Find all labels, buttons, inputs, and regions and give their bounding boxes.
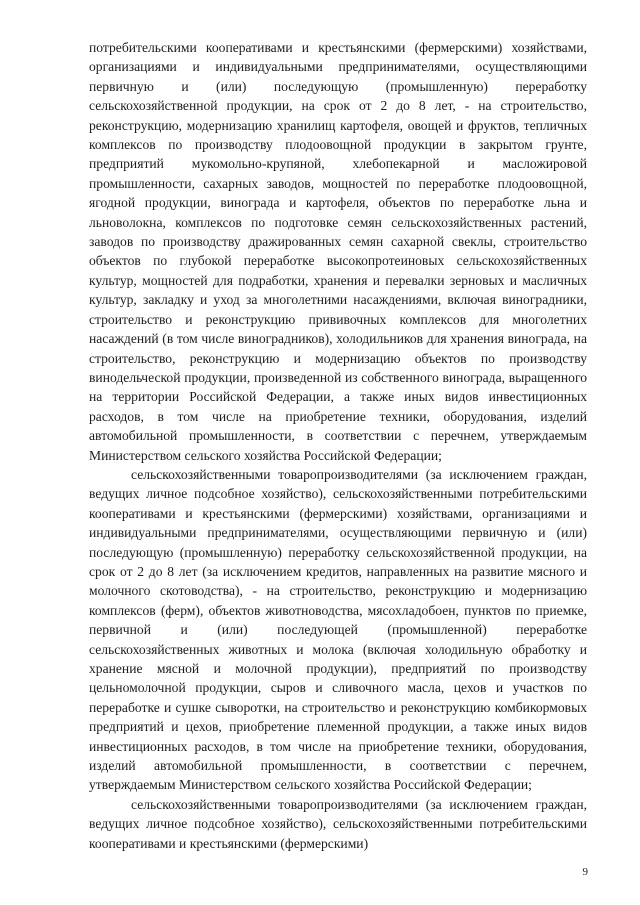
paragraph-2: сельскохозяйственными товаропроизводителями (за исключением граждан, ведущих личное подсобное хозяйство), сельскохозяйственными потребительскими кооперативами и крестьянскими (фермерскими) хозяйствами, организациями и индивидуальными предпринимателями, осуществляющими первичную и (или) последующую (промышленную) переработку сельскохозяйственной продукции, на срок от 2 до 8 лет (за исключением кредитов, направленных на развитие мясного и молочного скотоводства), - на строительство, реконструкцию и модернизацию комплексов (ферм), объектов животноводства, мясохладобоен, пунктов по приемке, первичной и (или) последующей (промышленной) переработке сельскохозяйственных животных и молока (включая холодильную обработку и хранение мясной и молочной продукции), предприятий по производству цельномолочной продукции, сыров и сливочного масла, цехов и участков по переработке и сушке сыворотки, на строительство и реконструкцию комбикормовых предприятий и цехов, приобретение племенной продукции, а также иных видов инвестиционных расходов, в том числе на приобретение техники, оборудования, изделий автомобильной промышленности, в соответствии с перечнем, утверждаемым Министерством сельского хозяйства Российской Федерации; bbox=[89, 466, 587, 793]
page-number: 9 bbox=[582, 866, 588, 878]
paragraph-1-continuation: потребительскими кооперативами и крестьянскими (фермерскими) хозяйствами, организациями и индивидуальными предпринимателями, осуществляющими первичную и (или) последующую (промышленную) переработку сельскохозяйственной продукции, на срок от 2 до 8 лет, - на строительство, реконструкцию, модернизацию хранилищ картофеля, овощей и фруктов, тепличных комплексов по производству плодоовощной продукции в закрытом грунте, предприятий мукомольно-крупяной, хлебопекарной и масложировой промышленности, сахарных заводов, мощностей по переработке плодоовощной, ягодной продукции, винограда и картофеля, объектов по переработке льна и льноволокна, комплексов по подготовке семян сельскохозяйственных растений, заводов по производству дражированных семян сахарной свеклы, строительство объектов по глубокой переработке высокопротеиновых сельскохозяйственных культур, мощностей для подработки, хранения и перевалки зерновых и масличных культур, закладку и уход за многолетними насаждениями, включая виноградники, строительство и реконструкцию прививочных комплексов для многолетних насаждений (в том числе виноградников), холодильников для хранения винограда, на строительство, реконструкцию и модернизацию объектов по производству винодельческой продукции, произведенной из собственного винограда, выращенного на территории Российской Федерации, а также иных видов инвестиционных расходов, в том числе на приобретение техники, оборудования, изделий автомобильной промышленности, в соответствии с перечнем, утверждаемым Министерством сельского хозяйства Российской Федерации; bbox=[89, 40, 587, 463]
body-text bbox=[89, 38, 587, 853]
paragraph-3: сельскохозяйственными товаропроизводителями (за исключением граждан, ведущих личное подсобное хозяйство), сельскохозяйственными потребительскими кооперативами и крестьянскими (фермерскими) bbox=[89, 796, 587, 851]
